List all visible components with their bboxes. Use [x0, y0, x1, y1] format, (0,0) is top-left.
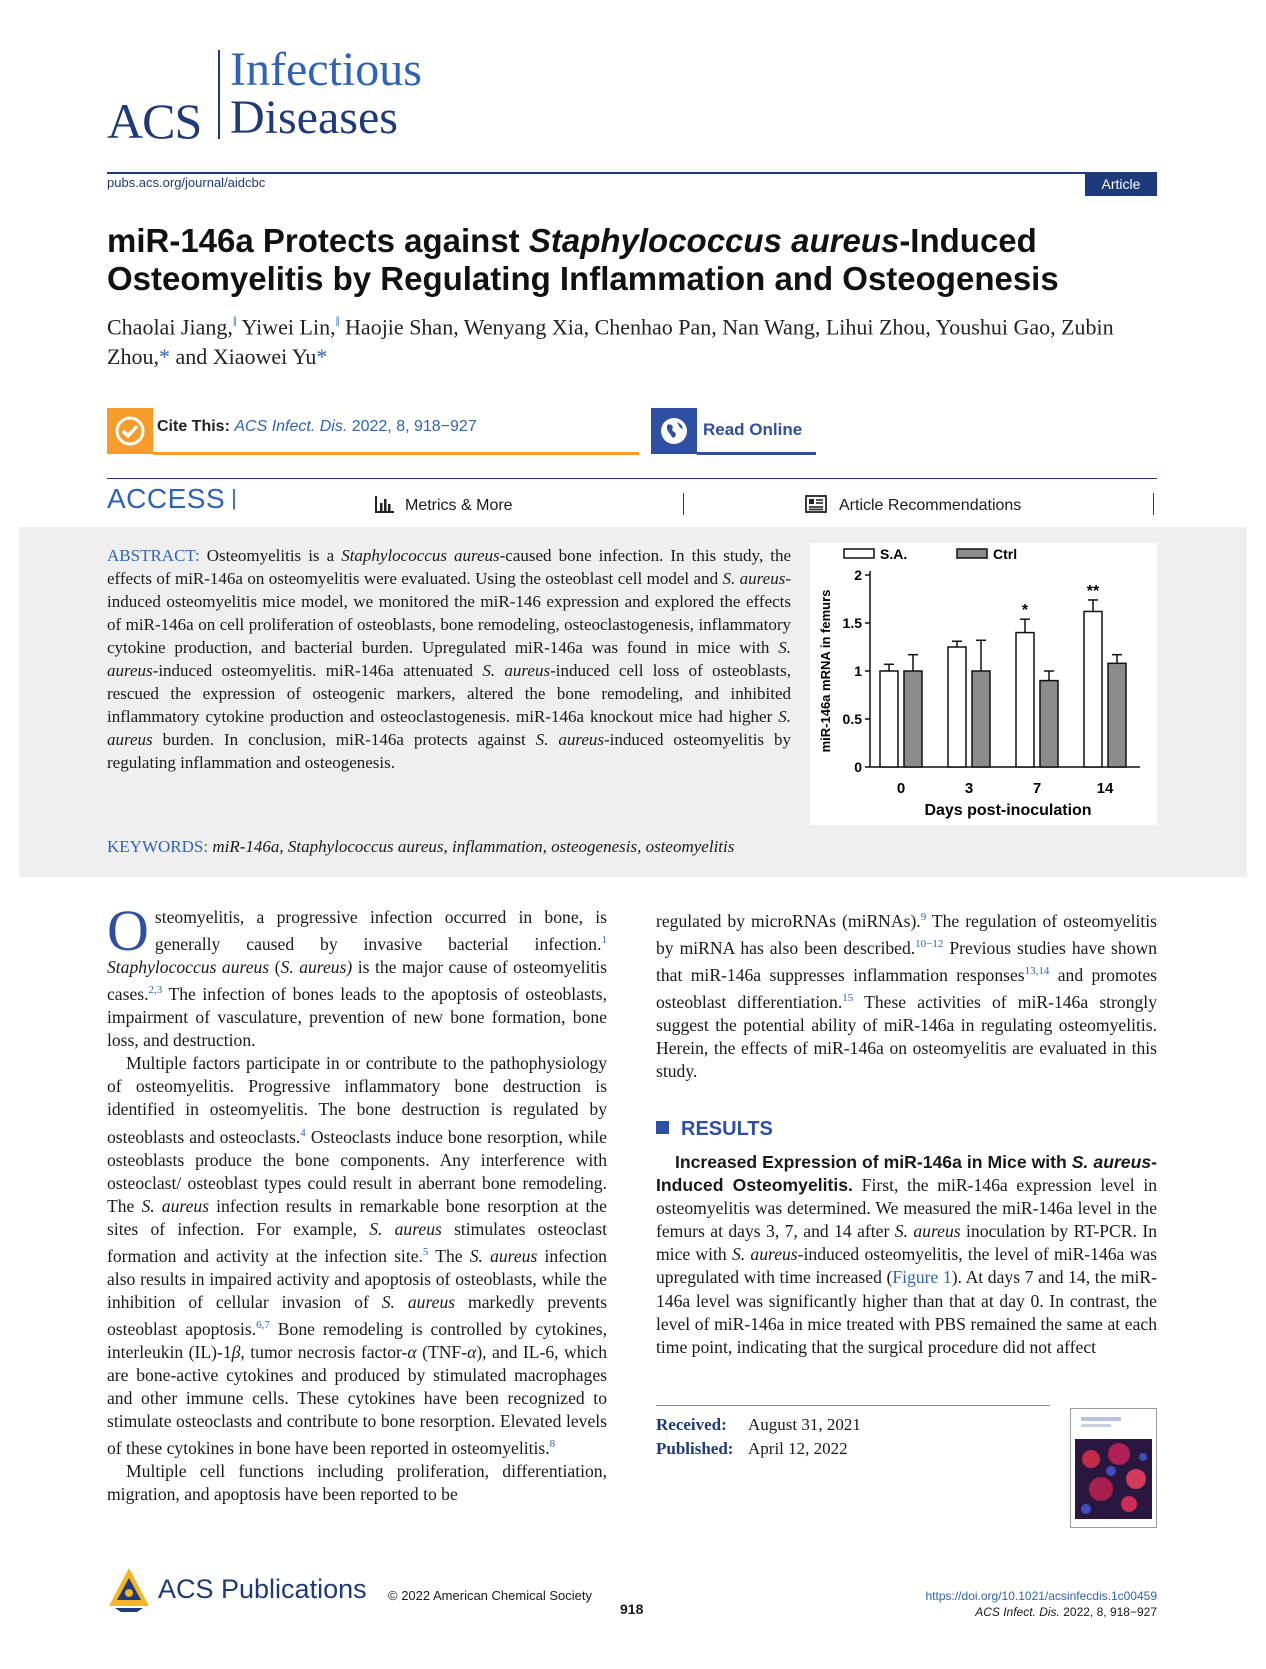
header-rule — [107, 172, 1157, 174]
metrics-more-button[interactable]: Metrics & More — [375, 495, 513, 518]
corresponding-author-star[interactable]: * — [158, 344, 170, 370]
acs-publications-wordmark: ACS Publications — [158, 1574, 367, 1604]
journal-cover-image — [1070, 1408, 1157, 1528]
corresponding-author-star[interactable]: * — [316, 344, 328, 370]
copyright-notice: © 2022 American Chemical Society — [388, 1588, 592, 1603]
legend-swatch — [957, 549, 987, 558]
results-text — [656, 1151, 1157, 1359]
drop-cap: O — [107, 898, 149, 963]
y-axis-label: miR-146a mRNA in femurs — [818, 589, 833, 753]
bar-sa — [1016, 633, 1034, 767]
bar-chart-icon — [375, 495, 395, 518]
body-paragraph: Osteomyelitis, a progressive infection occurred in bone, is generally caused by invasive bacterial infection.$^1$ Staphylococcus aureus (S. aureus) is the major cause of osteomyelitis cases.$^{2,3}$ The infection of bones leads to the apoptosis of osteoblasts, impairment of vasculature, prevention of new bone formation, bone loss, and destruction. — [107, 898, 607, 1051]
body-paragraph: Multiple factors participate in or contribute to the pathophysiology of osteomyelitis. Progressive inflammatory bone destruction is identified in osteomyelitis. The bone destruction is regulated by osteoblasts and osteoclasts.$^4$ Osteoclasts induce bone resorption, while osteoblasts produce the bone components. Any interference with osteoclast/ osteoblast types could result in aberrant bone remodeling. The S. aureus infection results in remarkable bone resorption at the sites of infection. For example, S. aureus stimulates osteoclast formation and activity at the infection site.$^5$ The S. aureus infection also results in impaired activity and apoptosis of osteoblasts, while the inhibition of cellular invasion of S. aureus markedly prevents osteoblast apoptosis.$^{6,7}$ Bone remodeling is controlled by cytokines, interleukin (IL)-1β, tumor necrosis factor-α (TNF-α), and IL-6, which are bone-active cytokines and produced by stimulated macrophages and other immune cells. These cytokines have been recognized to stimulate osteoclasts and contribute to bone resorption. Elevated levels of these cytokines in bone have been reported in osteomyelitis.$^8$ — [107, 1053, 608, 1459]
journal-url-link[interactable]: pubs.acs.org/journal/aidcbc — [107, 175, 266, 190]
journal-logo-line2: Diseases — [230, 91, 398, 144]
bar-ctrl — [1108, 663, 1126, 767]
bar-ctrl — [1040, 681, 1058, 767]
body-column-right — [656, 906, 1157, 1083]
article-dates: Received: August 31, 2021 Published: April 12, 2022 — [656, 1415, 861, 1458]
bar-sa — [1084, 611, 1102, 767]
keywords: KEYWORDS: miR-146a, Staphylococcus aureus, inflammation, osteogenesis, osteomyelitis — [107, 837, 735, 856]
journal-logo-acs: ACS — [107, 93, 202, 149]
cite-this-button[interactable]: Cite This: ACS Infect. Dis. 2022, 8, 918−927 — [107, 408, 639, 456]
graphical-abstract-chart — [810, 543, 1157, 825]
author-list: Chaolai Jiang,‖ Yiwei Lin,‖ Haojie Shan, Wenyang Xia, Chenhao Pan, Nan Wang, Lihui Zhou, Youshui Gao, Zubin Zhou,* and Xiaowei Yu* — [107, 314, 1114, 370]
check-circle-icon — [107, 408, 153, 454]
significance-marker: * — [1021, 602, 1029, 620]
y-tick-label: 2 — [854, 567, 862, 583]
x-tick-label: 7 — [1032, 780, 1042, 797]
article-type-badge: Article — [1085, 172, 1157, 196]
abstract-text: ABSTRACT: Osteomyelitis is a Staphylococcus aureus-caused bone infection. In this study, the effects of miR-146a on osteomyelitis were evaluated. Using the osteoblast cell model and S. aureus-induced osteomyelitis mice model, we monitored the miR-146 expression and explored the effects of miR-146a on cell proliferation of osteoblasts, bone remodeling, osteoclastogenesis, inflammatory cytokine production, and bacterial burden. Upregulated miR-146a was found in mice with S. aureus-induced osteomyelitis. miR-146a attenuated S. aureus-induced cell loss of osteoblasts, rescued the expression of osteogenic markers, altered the bone remodeling, and inhibited inflammatory cytokine production and osteoclastogenesis. miR-146a knockout mice had higher S. aureus burden. In conclusion, miR-146a protects against S. aureus-induced osteomyelitis by regulating inflammation and osteogenesis. — [107, 546, 792, 772]
body-paragraph: Multiple cell functions including proliferation, differentiation, migration, and apoptosis have been reported to be — [107, 1461, 607, 1505]
document-list-icon — [805, 495, 827, 518]
y-tick-label: 0.5 — [842, 711, 862, 727]
article-title: miR-146a Protects against Staphylococcus aureus-Induced Osteomyelitis by Regulating Inflammation and Osteogenesis — [107, 222, 1059, 297]
doi-footer: https://doi.org/10.1021/acsinfecdis.1c00459 ACS Infect. Dis. 2022, 8, 918−927 — [900, 1588, 1157, 1620]
y-tick-label: 1.5 — [842, 615, 862, 631]
x-axis-label: Days post-inoculation — [924, 802, 1092, 819]
page-number: 918 — [620, 1601, 644, 1617]
significance-marker: ** — [1086, 582, 1100, 600]
bar-sa — [880, 671, 898, 767]
x-tick-label: 0 — [896, 780, 906, 797]
bar-ctrl — [972, 671, 990, 767]
access-label: ACCESS | — [107, 483, 238, 514]
legend-label: S.A. — [880, 546, 908, 562]
section-heading-results: RESULTS — [656, 1118, 773, 1141]
logo-divider — [218, 50, 220, 139]
article-recommendations-button[interactable]: Article Recommendations — [805, 495, 1021, 518]
body-paragraph: regulated by microRNAs (miRNAs).$^9$ The regulation of osteomyelitis by miRNA has also been described.$^{10-12}$ Previous studies have shown that miR-146a suppresses inflammation responses$^{13,14}$ and promotes osteoblast differentiation.$^{15}$ These activities of miR-146a strongly suggest the potential ability of miR-146a in regulating osteomyelitis. Herein, the effects of miR-146a on osteomyelitis are evaluated in this study. — [656, 910, 1157, 1081]
doi-link[interactable]: https://doi.org/10.1021/acsinfecdis.1c00459 — [925, 1589, 1157, 1603]
journal-logo-line1: Infectious — [230, 43, 422, 96]
bar-chart — [810, 543, 1157, 825]
legend-swatch — [844, 549, 874, 558]
read-online-button[interactable]: Read Online — [651, 408, 816, 456]
acs-publications-logo — [107, 1566, 151, 1616]
legend-label: Ctrl — [993, 546, 1018, 562]
x-tick-label: 14 — [1096, 780, 1114, 797]
globe-icon — [651, 408, 697, 454]
body-paragraph: Increased Expression of miR-146a in Mice with S. aureus-Induced Osteomyelitis. First, the miR-146a expression level in osteomyelitis was determined. We measured the miR-146a level in the femurs at days 3, 7, and 14 after S. aureus inoculation by RT-PCR. In mice with S. aureus-induced osteomyelitis, the level of miR-146a was upregulated with time increased (Figure 1). At days 7 and 14, the miR-146a level was significantly higher than that at day 0. In contrast, the level of miR-146a in mice treated with PBS remained the same at each time point, indicating that the surgical procedure did not affect — [656, 1152, 1157, 1357]
bar-sa — [948, 647, 966, 767]
y-tick-label: 1 — [854, 663, 862, 679]
x-tick-label: 3 — [964, 780, 974, 797]
y-tick-label: 0 — [854, 759, 862, 775]
body-column-left — [107, 898, 608, 1507]
bar-ctrl — [904, 671, 922, 767]
